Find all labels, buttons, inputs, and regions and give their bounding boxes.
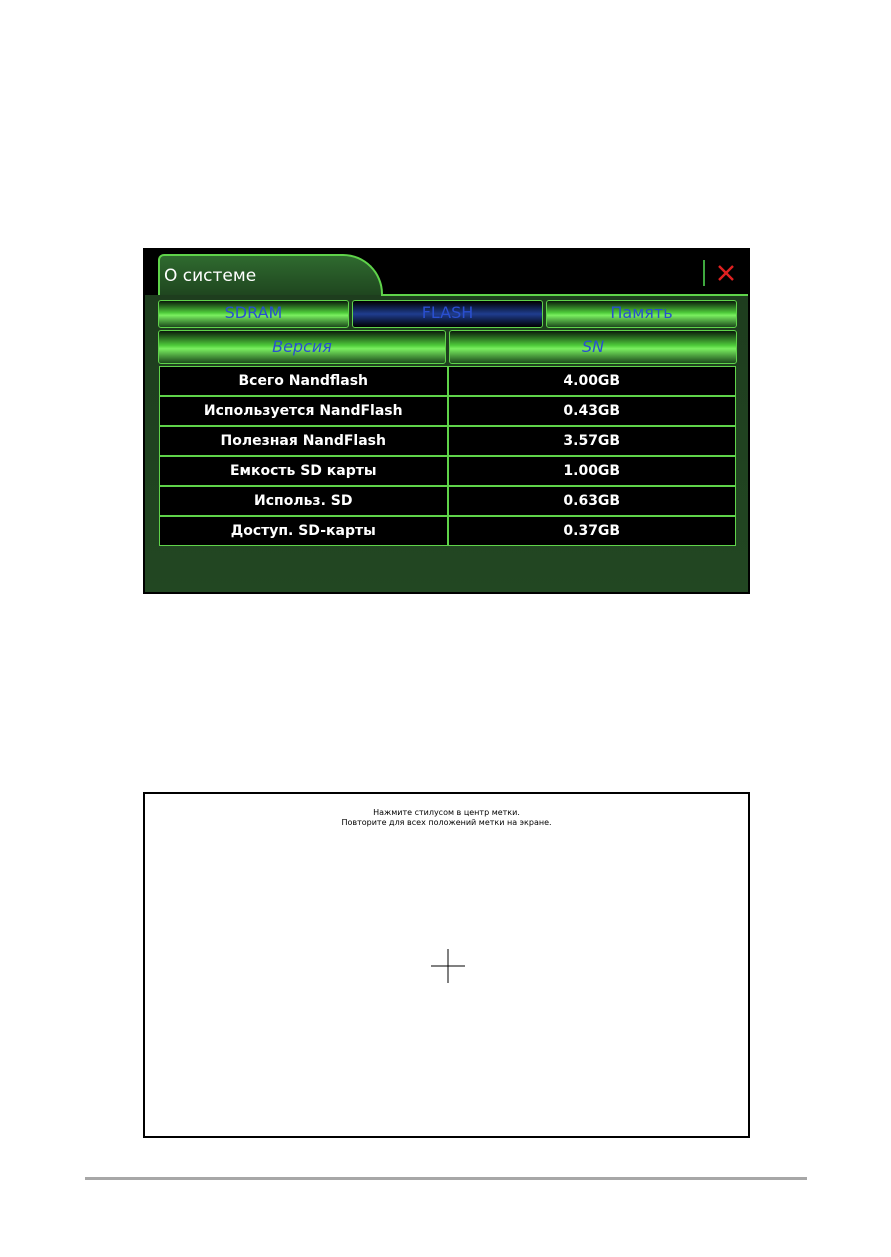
row-label: Использ. SD (160, 487, 449, 515)
row-value: 0.63GB (563, 493, 621, 509)
table-row (159, 366, 736, 396)
table-row (159, 426, 736, 456)
table-row (159, 516, 736, 546)
title-underline (381, 294, 748, 296)
tab-sdram[interactable]: SDRAM (158, 300, 349, 328)
row-value: 3.57GB (563, 433, 621, 449)
crosshair-icon[interactable] (431, 949, 465, 983)
table-row (159, 396, 736, 426)
flash-info-table (159, 366, 736, 546)
row-value: 1.00GB (563, 463, 621, 479)
row-value: 0.37GB (563, 523, 621, 539)
row-label: Емкость SD карты (160, 457, 449, 485)
calibration-instruction-2: Повторите для всех положений метки на экране. (341, 818, 552, 827)
calibration-screen[interactable] (143, 792, 750, 1138)
row-value: 0.43GB (563, 403, 621, 419)
tab-sn[interactable]: SN (449, 330, 737, 364)
row-label: Полезная NandFlash (160, 427, 449, 455)
row-label: Доступ. SD-карты (160, 517, 449, 545)
close-separator (703, 260, 705, 286)
tab-memory[interactable]: Память (546, 300, 737, 328)
row-value: 4.00GB (563, 373, 621, 389)
sub-tabs (158, 330, 737, 364)
main-tabs (158, 300, 737, 328)
footer-rule (85, 1177, 807, 1180)
system-info-window (143, 248, 750, 594)
tab-version[interactable]: Версия (158, 330, 446, 364)
table-row (159, 486, 736, 516)
row-label: Используется NandFlash (160, 397, 449, 425)
calibration-instruction-1: Нажмите стилусом в центр метки. (373, 808, 520, 817)
table-row (159, 456, 736, 486)
tab-flash[interactable]: FLASH (352, 300, 543, 328)
row-label: Всего Nandflash (160, 367, 449, 395)
close-icon[interactable] (717, 264, 735, 282)
window-title: О системе (164, 266, 257, 286)
